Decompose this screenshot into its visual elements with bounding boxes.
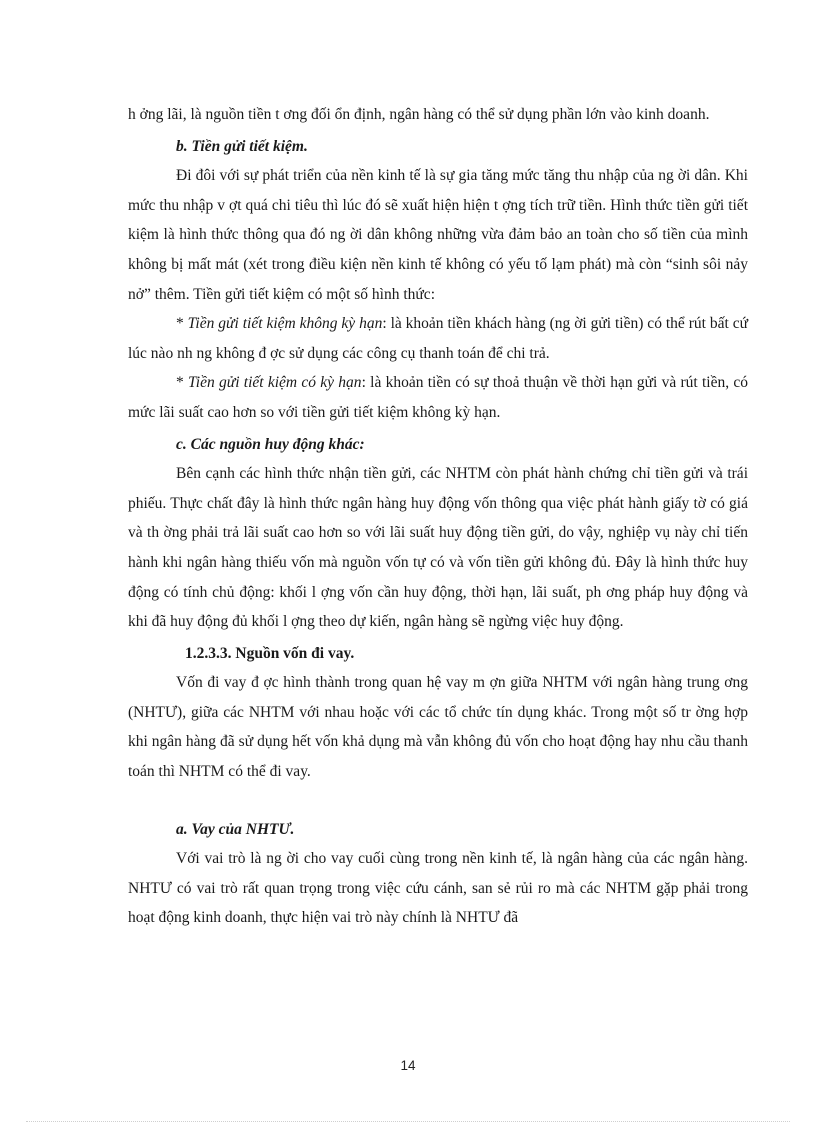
paragraph-central-bank: Với vai trò là ng ời cho vay cuối cùng trong nền kinh tế, là ngân hàng của các ngân hàng. NHTƯ có vai trò rất quan trọng trong việc cứu cánh, san sẻ rủi ro mà các NHTM gặp phải trong hoạt động kinh doanh, thực hiện vai trò này chính là NHTƯ đã: [128, 850, 748, 927]
definition-demand-savings: : là khoản tiền khách hàng (ng ời gửi tiền) có thể rút bất cứ lúc nào nh ng không đ ợc sử dụng các công cụ thanh toán để chi trả.: [128, 315, 748, 362]
paragraph-savings: Đi đôi với sự phát triển của nền kinh tế là sự gia tăng mức tăng thu nhập của ng ời dân. Khi mức thu nhập v ợt quá chi tiêu thì lúc đó sẽ xuất hiện hiện t ợng tích trữ tiền. Hình thức tiền gửi tiết kiệm là hình thức thông qua đó ng ời dân không những vừa đảm bảo an toàn cho số tiền của mình không bị mất mát (xét trong điều kiện nền kinh tế không có yếu tố lạm phát) mà còn “sinh sôi nảy nở” thêm. Tiền gửi tiết kiệm có một số hình thức:: [128, 167, 748, 303]
bullet-star: *: [176, 315, 188, 333]
bullet-star: *: [176, 374, 189, 392]
page-bottom-border: [26, 1121, 790, 1122]
paragraph-demand-savings: [128, 309, 748, 368]
paragraph-borrowed-capital: Vốn đi vay đ ợc hình thành trong quan hệ vay m ợn giữa NHTM với ngân hàng trung ơng (NHTƯ), giữa các NHTM với nhau hoặc với các tổ chức tín dụng khác. Trong một số tr ờng hợp khi ngân hàng đã sử dụng hết vốn khả dụng mà vẫn không đủ vốn cho hoạt động hay nhu cầu thanh toán thì NHTM có thể đi vay.: [128, 674, 748, 781]
heading-central-bank-loans: a. Vay của NHTƯ.: [176, 820, 295, 838]
paragraph-other-sources: Bên cạnh các hình thức nhận tiền gửi, các NHTM còn phát hành chứng chỉ tiền gửi và trái phiếu. Thực chất đây là hình thức ngân hàng huy động vốn thông qua việc phát hành giấy tờ có giá và th ờng phải trả lãi suất cao hơn so với lãi suất huy động tiền gửi, do vậy, nghiệp vụ này chỉ tiến hành khi ngân hàng thiếu vốn mà nguồn vốn tự có và vốn tiền gửi không đủ. Đây là hình thức huy động có tính chủ động: khối l ợng vốn cần huy động, thời hạn, lãi suất, ph ơng pháp huy động và khi đã huy động đủ khối l ợng theo dự kiến, ngân hàng sẽ ngừng việc huy động.: [128, 465, 748, 631]
term-demand-savings: Tiền gửi tiết kiệm không kỳ hạn: [187, 315, 383, 333]
paragraph-continued: h ởng lãi, là nguồn tiền t ơng đối ổn định, ngân hàng có thể sử dụng phần lớn vào kinh doanh.: [128, 106, 710, 123]
term-term-savings: Tiền gửi tiết kiệm có kỳ hạn: [188, 374, 362, 392]
page-number: 14: [400, 1058, 416, 1073]
heading-savings-deposits: b. Tiền gửi tiết kiệm.: [176, 137, 308, 155]
definition-term-savings: : là khoản tiền có sự thoả thuận về thời hạn gửi và rút tiền, có mức lãi suất cao hơn so với tiền gửi tiết kiệm không kỳ hạn.: [128, 374, 749, 421]
heading-other-sources: c. Các nguồn huy động khác:: [176, 435, 365, 453]
document-body: [128, 100, 748, 933]
spacer: [128, 787, 748, 813]
heading-borrowed-capital: 1.2.3.3. Nguồn vốn đi vay.: [185, 644, 355, 662]
paragraph-term-savings: [128, 368, 748, 427]
